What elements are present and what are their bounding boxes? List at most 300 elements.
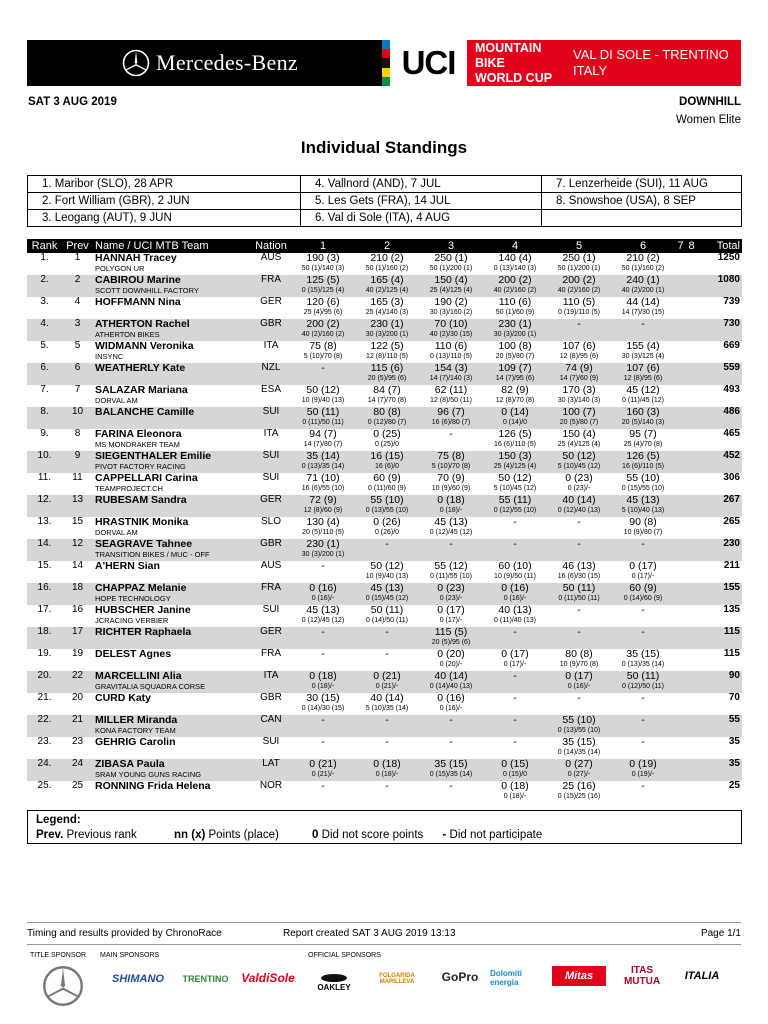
rider-team: JCRACING VERBIER: [95, 616, 169, 625]
race-result-cell: [483, 275, 547, 297]
mercedes-star-icon: [42, 965, 84, 1007]
race-result-cell: [355, 495, 419, 517]
total-cell: 465: [723, 428, 740, 439]
race-points: -: [321, 648, 325, 660]
nation-cell: ITA: [263, 428, 279, 439]
race-points: -: [385, 780, 389, 792]
race-result-cell: [355, 451, 419, 473]
race-result-cell: [547, 693, 611, 715]
race-result-cell: [611, 715, 675, 737]
race-result-cell: [547, 517, 611, 539]
nation-cell: SUI: [262, 604, 280, 615]
legend-nn-text: Points (place): [208, 829, 279, 841]
race-points: 55 (10): [626, 472, 660, 484]
prev-rank-cell: 23: [71, 736, 84, 747]
rider-name: CAPPELLARI Carina: [95, 472, 198, 484]
rider-name: SIEGENTHALER Emilie: [95, 450, 212, 462]
race-7-cell: [675, 583, 686, 605]
table-row: [27, 341, 742, 363]
race-points: 25 (16): [562, 780, 596, 792]
race-points: 50 (11): [626, 670, 660, 682]
race-result-cell: [483, 407, 547, 429]
race-points: 96 (7): [437, 406, 465, 418]
race-result-cell: [547, 363, 611, 385]
race-points-detail: 0 (14)/50 (11): [366, 617, 408, 624]
rider-team: INSYNC: [95, 352, 124, 361]
race-7-cell: [675, 781, 686, 803]
rider-cell: [93, 671, 251, 693]
race-points-detail: 0 (13)/140 (3): [493, 265, 537, 272]
race-7-cell: [675, 495, 686, 517]
folgarida-logo: FOLGARIDA MARILLEVA: [379, 973, 415, 985]
race-points: 0 (26): [373, 516, 401, 528]
race-points-detail: 0 (13)/55 (10): [557, 727, 601, 734]
race-8-cell: [686, 649, 697, 671]
race-points: -: [513, 516, 517, 528]
total-cell: 1080: [697, 275, 742, 297]
prev-rank-cell: 10: [62, 407, 93, 429]
total-cell: 35: [697, 759, 742, 781]
race-points: -: [385, 538, 389, 550]
table-row: [27, 737, 742, 759]
race-result-cell: [611, 627, 675, 649]
race-points: 90 (8): [629, 516, 657, 528]
race-result-cell: [355, 605, 419, 627]
race-points: -: [449, 714, 453, 726]
race-8-cell: [686, 363, 697, 385]
race-row: [28, 193, 742, 210]
legend-dash-text: Did not participate: [449, 829, 543, 841]
official-sponsors-label: OFFICIAL SPONSORS: [308, 952, 381, 959]
race-points: -: [513, 692, 517, 704]
race-result-cell: [611, 649, 675, 671]
race-points: -: [577, 318, 581, 330]
race-points-detail: 40 (2)/30 (15): [429, 331, 473, 338]
race-points: 0 (17): [501, 648, 529, 660]
race-points-detail: 0 (11)/50 (11): [302, 419, 344, 426]
table-row: [27, 451, 742, 473]
race-result-cell: [483, 363, 547, 385]
race-7-cell: [675, 759, 686, 781]
race-8-cell: [686, 781, 697, 803]
race-result-cell: [291, 407, 355, 429]
race-points: 190 (2): [434, 296, 468, 308]
nation-cell: LAT: [251, 759, 291, 781]
race-result-cell: [483, 253, 547, 275]
nation-cell: FRA: [251, 275, 291, 297]
race-points-detail: 16 (6)/30 (15): [557, 573, 601, 580]
rider-cell: [93, 517, 251, 539]
race-points: 0 (25): [373, 428, 401, 440]
rider-team: POLYGON UR: [95, 264, 145, 273]
rider-name: A'HERN Sian: [95, 560, 160, 572]
rider-name: DELEST Agnes: [95, 648, 172, 660]
race-result-cell: [355, 407, 419, 429]
race-7-cell: [675, 561, 686, 583]
table-row: [27, 429, 742, 451]
race-result-cell: [419, 539, 483, 561]
race-result-cell: [419, 341, 483, 363]
mercedes-wordmark: Mercedes-Benz: [156, 50, 298, 75]
race-points: -: [641, 736, 645, 748]
col-race-5: 5: [547, 239, 611, 253]
col-race-7: 7: [675, 239, 686, 253]
rank-cell: 23.: [37, 736, 52, 747]
race-points-detail: 0 (12)/80 (7): [367, 419, 407, 426]
race-points: 44 (14): [626, 296, 660, 308]
rider-name: WEATHERLY Kate: [95, 362, 186, 374]
race-points-detail: 0 (15)/25 (16): [557, 793, 601, 800]
nation-cell: SUI: [251, 451, 291, 473]
prev-rank-cell: 6: [62, 363, 93, 385]
rider-name: RUBESAM Sandra: [95, 494, 187, 506]
race-points: 190 (3): [306, 252, 340, 264]
race-points: -: [449, 428, 453, 440]
race-points: 40 (14): [370, 692, 404, 704]
legend-row: [36, 829, 542, 841]
race-points-detail: 0 (21)/-: [375, 683, 399, 690]
race-result-cell: [291, 693, 355, 715]
race-cell: 6. Val di Sole (ITA), 4 AUG: [301, 210, 542, 227]
col-race-3: 3: [419, 239, 483, 253]
rank-cell: 21.: [37, 692, 52, 703]
total-cell: 211: [723, 560, 740, 571]
prev-rank-cell: 25: [71, 780, 84, 791]
race-result-cell: [419, 627, 483, 649]
legend: [27, 810, 742, 844]
report-created: Report created SAT 3 AUG 2019 13:13: [283, 928, 456, 939]
race-points: -: [641, 318, 645, 330]
total-cell: 493: [723, 384, 740, 395]
race-result-cell: [611, 451, 675, 473]
race-result-cell: [611, 385, 675, 407]
total-cell: 230: [697, 539, 742, 561]
rider-cell: [93, 781, 251, 803]
race-result-cell: [291, 363, 355, 385]
race-points-detail: 20 (5)/95 (6): [431, 639, 471, 646]
standings-table: [27, 239, 742, 803]
rider-cell: [93, 429, 251, 451]
total-cell: 155: [697, 583, 742, 605]
total-cell: 669: [723, 340, 740, 351]
race-result-cell: [419, 319, 483, 341]
race-points-detail: 25 (4)/70 (8): [623, 441, 663, 448]
race-points: 0 (27): [565, 758, 593, 770]
race-points-detail: 0 (18)/-: [439, 507, 463, 514]
race-result-cell: [483, 627, 547, 649]
rank-cell: 18.: [27, 627, 62, 649]
race-points: 94 (7): [309, 428, 337, 440]
event-date: SAT 3 AUG 2019: [28, 96, 117, 108]
rider-team: SRAM YOUNG GUNS RACING: [95, 770, 202, 779]
race-points-detail: 0 (17)/-: [503, 661, 527, 668]
race-points: 45 (13): [626, 494, 660, 506]
race-points-detail: 0 (25)/0: [374, 441, 400, 448]
venue-line1: VAL DI SOLE - TRENTINO: [573, 47, 729, 62]
race-result-cell: [291, 671, 355, 693]
race-points-detail: 5 (10)/70 (8): [431, 463, 471, 470]
race-result-cell: [355, 473, 419, 495]
race-points-detail: 50 (1)/160 (2): [621, 265, 665, 272]
race-result-cell: [547, 451, 611, 473]
race-result-cell: [547, 605, 611, 627]
rider-cell: [93, 473, 251, 495]
italia-logo: ITALIA: [684, 970, 720, 982]
race-8-cell: [686, 517, 697, 539]
rider-name: HANNAH Tracey: [95, 252, 177, 264]
race-points-detail: 30 (3)/160 (2): [429, 309, 473, 316]
rider-name: HRASTNIK Monika: [95, 516, 189, 528]
race-points-detail: 16 (6)/55 (10): [301, 485, 345, 492]
race-points-detail: 0 (16)/-: [311, 595, 335, 602]
race-result-cell: [419, 517, 483, 539]
race-points: 0 (16): [501, 582, 529, 594]
race-result-cell: [355, 627, 419, 649]
race-result-cell: [611, 759, 675, 781]
race-result-cell: [355, 253, 419, 275]
race-points-detail: 10 (9)/40 (13): [301, 397, 345, 404]
col-race-1: 1: [291, 239, 355, 253]
race-result-cell: [483, 759, 547, 781]
page-title: Individual Standings: [300, 138, 468, 157]
race-result-cell: [355, 671, 419, 693]
page-number: Page 1/1: [700, 928, 741, 939]
race-points: 100 (7): [562, 406, 596, 418]
race-points-detail: 5 (10)/40 (13): [621, 507, 665, 514]
legend-title: Legend:: [36, 814, 81, 826]
rank-cell: 2.: [27, 275, 62, 297]
race-calendar: [27, 175, 742, 227]
race-points-detail: 20 (5)/80 (7): [495, 353, 535, 360]
itas-logo: ITAS MUTUA: [623, 965, 661, 987]
prev-rank-cell: 14: [71, 560, 84, 571]
race-8-cell: [686, 583, 697, 605]
rider-team: PIVOT FACTORY RACING: [95, 462, 186, 471]
race-points-detail: 25 (4)/95 (6): [303, 309, 343, 316]
race-7-cell: [675, 429, 686, 451]
col-race-6: 6: [611, 239, 675, 253]
race-result-cell: [355, 561, 419, 583]
race-points: 50 (12): [370, 560, 404, 572]
race-result-cell: [355, 649, 419, 671]
rider-cell: [93, 385, 251, 407]
race-8-cell: [686, 759, 697, 781]
prev-rank-cell: 11: [72, 472, 83, 483]
rank-cell: 24.: [27, 759, 62, 781]
race-7-cell: [675, 671, 686, 693]
race-points: -: [385, 714, 389, 726]
race-result-cell: [611, 297, 675, 319]
legend-dash-key: -: [442, 829, 447, 841]
race-points: -: [321, 626, 325, 638]
race-points: 74 (9): [565, 362, 593, 374]
race-points: -: [385, 736, 389, 748]
total-cell: 115: [723, 648, 740, 659]
race-result-cell: [291, 605, 355, 627]
race-result-cell: [355, 539, 419, 561]
prev-rank-cell: 17: [62, 627, 93, 649]
race-points-detail: 30 (3)/200 (1): [493, 331, 537, 338]
nation-cell: GER: [251, 627, 291, 649]
race-points-detail: 10 (9)/80 (7): [623, 529, 663, 536]
race-points-detail: 50 (1)/60 (9): [495, 309, 535, 316]
race-points: -: [641, 538, 645, 550]
race-points-detail: 5 (10)/45 (12): [493, 485, 537, 492]
race-8-cell: [686, 627, 697, 649]
rider-team: TEAMPROJECT.CH: [95, 484, 163, 493]
race-points-detail: 14 (7)/30 (15): [621, 309, 665, 316]
rank-cell: 19.: [37, 648, 52, 659]
race-points: 230 (1): [370, 318, 404, 330]
race-result-cell: [611, 253, 675, 275]
race-points: -: [641, 714, 645, 726]
prev-rank-cell: 1: [74, 252, 81, 263]
race-points-detail: 10 (9)/70 (8): [559, 661, 599, 668]
race-result-cell: [611, 693, 675, 715]
rider-name: HUBSCHER Janine: [95, 604, 191, 616]
race-result-cell: [419, 275, 483, 297]
race-points: -: [641, 780, 645, 792]
race-result-cell: [419, 297, 483, 319]
race-points: -: [641, 626, 645, 638]
rider-name: ATHERTON Rachel: [95, 318, 190, 330]
nation-cell: ESA: [260, 384, 281, 395]
rider-name: RONNING Frida Helena: [95, 780, 211, 792]
race-result-cell: [483, 297, 547, 319]
race-8-cell: [686, 693, 697, 715]
rider-team: KONA FACTORY TEAM: [95, 726, 176, 735]
nation-cell: GER: [260, 296, 282, 307]
race-points: -: [577, 516, 581, 528]
title-sponsor-block: [27, 40, 382, 86]
table-row: [27, 517, 742, 539]
rider-cell: [93, 363, 251, 385]
race-row: [28, 176, 742, 193]
race-points: 120 (6): [306, 296, 340, 308]
prev-rank-cell: 12: [62, 539, 93, 561]
race-points: 84 (7): [373, 384, 401, 396]
race-result-cell: [547, 473, 611, 495]
race-points: 0 (15): [501, 758, 529, 770]
rank-cell: 13.: [37, 516, 52, 527]
race-points: 75 (8): [309, 340, 337, 352]
race-result-cell: [483, 781, 547, 803]
race-points: 0 (20): [437, 648, 465, 660]
race-points: 71 (10): [306, 472, 340, 484]
world-cup-label: [467, 40, 569, 86]
total-cell: 306: [723, 472, 740, 483]
rider-name: HOFFMANN Nina: [95, 296, 181, 308]
legend-nn-key: nn (x): [174, 829, 206, 841]
rider-cell: [93, 649, 251, 671]
race-8-cell: [686, 605, 697, 627]
race-points-detail: 10 (9)/60 (9): [431, 485, 471, 492]
race-8-cell: [686, 495, 697, 517]
race-points: 122 (5): [370, 340, 404, 352]
race-result-cell: [547, 385, 611, 407]
race-row: [28, 210, 742, 227]
race-points-detail: 50 (1)/160 (2): [365, 265, 409, 272]
venue-label: [569, 40, 741, 86]
race-7-cell: [675, 539, 686, 561]
race-points: -: [385, 648, 389, 660]
race-8-cell: [686, 275, 697, 297]
race-points-detail: 12 (8)/50 (11): [430, 397, 472, 404]
race-7-cell: [675, 363, 686, 385]
race-points: 50 (12): [306, 384, 340, 396]
nation-cell: SLO: [260, 516, 281, 527]
rider-name: FARINA Eleonora: [95, 428, 182, 440]
race-7-cell: [675, 297, 686, 319]
race-points-detail: 0 (17)/-: [439, 617, 463, 624]
race-points-detail: 40 (2)/160 (2): [557, 287, 601, 294]
race-points: 154 (3): [434, 362, 468, 374]
dolomiti-energia-logo: Dolomiti energia: [490, 969, 522, 987]
race-result-cell: [483, 539, 547, 561]
race-cell: 7. Lenzerheide (SUI), 11 AUG: [542, 176, 742, 193]
race-points: 70 (9): [437, 472, 465, 484]
race-points-detail: 12 (8)/70 (8): [495, 397, 535, 404]
oakley-ellipse-icon: [319, 973, 349, 983]
nation-cell: AUS: [260, 252, 282, 263]
race-points: 230 (1): [498, 318, 532, 330]
race-points: 125 (5): [306, 274, 340, 286]
race-points: 0 (17): [437, 604, 465, 616]
race-result-cell: [355, 275, 419, 297]
col-name: Name / UCI MTB Team: [93, 239, 251, 253]
race-cell: 1. Maribor (SLO), 28 APR: [28, 176, 301, 193]
race-points: 150 (4): [562, 428, 596, 440]
shimano-logo: SHIMANO: [112, 973, 164, 985]
race-8-cell: [686, 539, 697, 561]
col-rank: Rank: [27, 239, 62, 253]
race-points-detail: 0 (19)/-: [631, 771, 655, 778]
col-race-2: 2: [355, 239, 419, 253]
rider-cell: [93, 297, 251, 319]
world-cup-line1: MOUNTAIN BIKE: [475, 40, 542, 70]
race-result-cell: [291, 627, 355, 649]
race-result-cell: [547, 319, 611, 341]
race-points: 0 (16): [309, 582, 337, 594]
valdisole-logo: ValdiSole: [241, 971, 295, 985]
rank-cell: 12.: [27, 495, 62, 517]
col-prev: Prev: [62, 239, 93, 253]
rank-cell: 7.: [40, 384, 49, 395]
race-result-cell: [291, 253, 355, 275]
race-points: -: [513, 736, 517, 748]
race-8-cell: [686, 253, 697, 275]
prev-rank-cell: 22: [62, 671, 93, 693]
total-cell: 739: [723, 296, 740, 307]
race-points: 55 (10): [370, 494, 404, 506]
race-points: 0 (23): [437, 582, 465, 594]
race-result-cell: [355, 319, 419, 341]
race-result-cell: [611, 341, 675, 363]
race-points: 0 (21): [309, 758, 337, 770]
race-8-cell: [686, 715, 697, 737]
race-result-cell: [547, 561, 611, 583]
race-points: 62 (11): [434, 384, 468, 396]
race-points-detail: 16 (6)/80 (7): [431, 419, 471, 426]
race-points-detail: 0 (12)/50 (11): [622, 683, 664, 690]
race-points: -: [385, 626, 389, 638]
race-points-detail: 0 (11)/45 (12): [622, 397, 664, 404]
race-7-cell: [675, 715, 686, 737]
race-points: 0 (17): [565, 670, 593, 682]
race-points: -: [577, 626, 581, 638]
race-points: 115 (5): [434, 626, 468, 638]
race-result-cell: [547, 671, 611, 693]
